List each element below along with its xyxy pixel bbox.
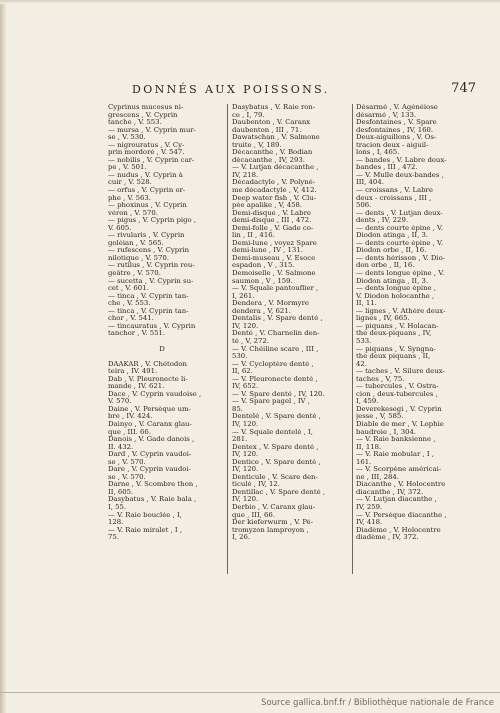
index-entry: lignes , IV, 665.	[356, 315, 410, 323]
index-entry: V. 570.	[108, 398, 132, 406]
index-entry: — V. Raie bouclée , I,	[108, 511, 182, 519]
index-entry: Dainyo , V. Caranx glau-	[108, 420, 192, 428]
index-column-2	[232, 104, 350, 542]
index-entry: Dace , V. Cyprin vaudoise ,	[108, 390, 202, 398]
index-entry: chor , V. 541.	[108, 315, 154, 323]
index-entry: — taches , V. Silure deux-	[356, 368, 445, 376]
index-entry: phe , V. 563.	[108, 194, 151, 202]
index-entry: tanche , V. 553.	[108, 119, 162, 127]
index-entry: — lignes , V. Athère deux-	[356, 307, 446, 315]
index-entry: dendera , V, 621.	[232, 307, 291, 315]
index-entry: se , V. 530.	[108, 134, 146, 142]
index-entry: Décacanthe , V. Bodian	[232, 149, 313, 157]
index-entry: DAAKAR , V. Chétodon	[108, 360, 187, 368]
index-entry: the deux piquans , II,	[356, 353, 431, 361]
index-entry: IV, 120.	[232, 451, 259, 459]
index-entry: Demi-museau , V. Esoce	[232, 254, 316, 262]
index-entry: Diacanthe , V. Holocentre	[356, 481, 446, 489]
column-divider	[227, 104, 228, 574]
index-entry: — V. Cycloptère denté ,	[232, 360, 314, 368]
index-entry: cuir , V. 528.	[108, 179, 152, 187]
index-entry: Daubenton , V. Caranx	[232, 119, 311, 127]
index-entry: the deux-piquans , IV,	[356, 330, 432, 338]
index-entry: cet , V. 601.	[108, 285, 149, 293]
index-entry: II, 118.	[356, 443, 382, 451]
index-entry: IV, 120.	[232, 420, 259, 428]
index-entry: demi-disque , III , 472.	[232, 217, 312, 225]
index-entry: II, 11.	[356, 300, 377, 308]
index-entry: 42.	[356, 360, 367, 368]
index-entry: II. 432.	[108, 443, 134, 451]
index-entry: Dasybatus , V. Raie ron-	[232, 104, 316, 111]
index-entry: — dents , V. Lutjan deux-	[356, 209, 443, 217]
index-entry: III, 404.	[356, 179, 384, 187]
index-entry: 75.	[108, 534, 119, 542]
index-entry: Darne , V. Scombre thon ,	[108, 481, 198, 489]
index-entry: goléian , V. 565.	[108, 239, 164, 247]
index-entry: 533.	[356, 337, 372, 345]
index-entry: lin , II , 416.	[232, 232, 275, 240]
index-entry: dents , IV, 229.	[356, 217, 409, 225]
index-entry: I, 261.	[232, 292, 255, 300]
index-entry: — nigrouratus , V. Cy-	[108, 141, 185, 149]
index-entry: — mursa , V. Cyprin mur-	[108, 126, 197, 134]
index-entry: Dentalis , V. Spare denté ,	[232, 315, 323, 323]
index-entry: truite , V, 189.	[232, 141, 282, 149]
index-entry: Derbio , V. Caranx glau-	[232, 503, 316, 511]
index-entry: V. Diodon holocanthe ,	[356, 292, 435, 300]
index-entry: 506.	[356, 202, 372, 210]
index-entry: Dentice , V. Spare denté ,	[232, 458, 321, 466]
index-entry: mande , IV. 621.	[108, 383, 165, 391]
index-entry: IV, 418.	[356, 519, 383, 527]
index-entry: — orfus , V. Cyprin or-	[108, 187, 186, 195]
index-entry: — V. Pleuronecte denté ,	[232, 375, 318, 383]
index-entry: pée apalike , V, 458.	[232, 202, 303, 210]
index-entry: — V. Lutjan diacanthe ,	[356, 496, 437, 504]
page-number: 747	[451, 81, 476, 96]
index-entry: IV, 120.	[232, 466, 259, 474]
running-title: DONNÉS AUX POISSONS.	[132, 83, 330, 96]
index-entry: véron , V. 570.	[108, 209, 158, 217]
index-entry: tracion deux - aiguil-	[356, 141, 429, 149]
index-entry: — rufescens , V. Cyprin	[108, 247, 190, 255]
index-entry: taches , V, 75.	[356, 375, 405, 383]
index-entry: — V. Scorpène américai-	[356, 466, 442, 474]
index-entry: Diodon orbe , II, 16.	[356, 247, 427, 255]
index-entry: — rutilus , V. Cyprin rou-	[108, 262, 195, 270]
index-entry: ce , I, 79.	[232, 111, 265, 119]
index-entry: — V. Persèque diacanthe ,	[356, 511, 447, 519]
index-entry: demi-lune , IV , 131.	[232, 247, 303, 255]
index-entry: — tinca , V. Cyprin tan-	[108, 307, 189, 315]
index-entry: — tinca , V. Cyprin tan-	[108, 292, 189, 300]
index-entry: me décadactyle , V, 412.	[232, 187, 317, 195]
index-entry: jesse , V, 585.	[356, 413, 404, 421]
index-entry: Diable de mer , V. Lophie	[356, 420, 444, 428]
index-entry: — pigus , V. Cyprin pigo ,	[108, 217, 197, 225]
index-entry: II, 605.	[108, 488, 134, 496]
index-entry: Desfontaines , V. Spare	[356, 119, 437, 127]
index-entry: nilotique , V. 570.	[108, 254, 169, 262]
index-entry: — V. Raie banksienne ,	[356, 436, 436, 444]
index-entry	[108, 338, 226, 346]
index-entry: baudroie , I, 304.	[356, 428, 417, 436]
index-entry: tromyzon lamproyon ,	[232, 526, 309, 534]
index-entry: — phoxinus , V. Cyprin	[108, 202, 187, 210]
index-entry: Dendera , V. Mormyre	[232, 300, 309, 308]
index-entry: — V. Mulle deux-bandes ,	[356, 171, 444, 179]
index-entry: daubenton , III , 71.	[232, 126, 302, 134]
index-entry: — V. Squale dentelé , I,	[232, 428, 313, 436]
index-entry: Diodon atinga , II, 3.	[356, 232, 429, 240]
index-entry: Demoiselle , V. Salmone	[232, 270, 316, 278]
index-entry: — bandes , V. Labre deux-	[356, 156, 447, 164]
page-edge-top	[0, 0, 500, 4]
source-credit: Source gallica.bnf.fr / Bibliothèque nationale de France	[261, 698, 494, 708]
index-entry: I, 26.	[232, 534, 251, 542]
index-entry: — dents courte épine , V.	[356, 239, 444, 247]
index-entry	[108, 353, 226, 361]
index-entry: Deux-aiguillons , V. Os-	[356, 134, 437, 142]
index-entry: saumon , V , 159.	[232, 277, 293, 285]
index-entry: Diodon atinga , II, 3.	[356, 277, 429, 285]
index-entry: Der kieferwurm , V. Pé-	[232, 519, 314, 527]
index-entry: IV, 120.	[232, 496, 259, 504]
index-entry: don orbe , II, 16.	[356, 262, 415, 270]
index-entry: — dents courte épine , V.	[356, 224, 444, 232]
index-entry: — V. Raie mobular , I ,	[356, 451, 434, 459]
index-entry: Dasybatus , V. Raie bala ,	[108, 496, 197, 504]
section-letter: D	[159, 345, 165, 353]
index-entry: — croissans , V. Labre	[356, 187, 433, 195]
index-entry: — piquans , V. Holacan-	[356, 322, 439, 330]
index-entry: Dard , V. Cyprin vaudoi-	[108, 451, 192, 459]
index-entry: grescens , V. Cyprin	[108, 111, 178, 119]
index-entry: bandes , III , 472.	[356, 164, 418, 172]
index-entry: diacanthe , IV, 372.	[356, 488, 424, 496]
index-entry: Deep water fish , V. Clu-	[232, 194, 317, 202]
index-entry: — V. Spare pagel , IV ,	[232, 398, 310, 406]
index-entry: Dare , V. Cyprin vaudoi-	[108, 466, 191, 474]
index-entry: Diadème , V. Holocentre	[356, 526, 441, 534]
column-divider	[352, 104, 353, 574]
index-entry: — sucetta , V. Cyprin su-	[108, 277, 194, 285]
index-entry: — rivularis , V. Cyprin	[108, 232, 185, 240]
index-column-3	[356, 104, 474, 542]
index-entry: Daine , V. Persèque um-	[108, 405, 191, 413]
index-entry: lons , I, 465.	[356, 149, 400, 157]
index-entry: que , III, 66.	[232, 511, 276, 519]
index-entry: pe , V. 501.	[108, 164, 147, 172]
index-entry: Dentelé , V. Spare denté ,	[232, 413, 321, 421]
index-entry: — piquans , V. Syngna-	[356, 345, 436, 353]
index-entry: Denté , V. Charnelin den-	[232, 330, 320, 338]
index-entry: tanchor , V. 551.	[108, 330, 166, 338]
index-entry: Dentex , V. Spare denté ,	[232, 443, 319, 451]
index-entry: teira , IV. 491.	[108, 368, 158, 376]
index-entry: diadème , IV, 372.	[356, 534, 419, 542]
index-entry: Demi-folle , V. Gade co-	[232, 224, 314, 232]
index-entry: 128.	[108, 519, 124, 527]
index-entry: prin mordoré , V. 547.	[108, 149, 185, 157]
index-entry: se , V. 570.	[108, 473, 146, 481]
index-entry: geâtre , V. 570.	[108, 270, 161, 278]
index-entry: que , III. 66.	[108, 428, 152, 436]
index-entry: ticulé , IV, 12.	[232, 481, 280, 489]
index-entry: bre , IV. 424.	[108, 413, 153, 421]
index-entry: — tubercules , V. Ostra-	[356, 383, 439, 391]
index-entry: désarmé , V, 133.	[356, 111, 417, 119]
index-entry: 85.	[232, 405, 243, 413]
index-entry: Dawatschan , V. Salmone	[232, 134, 320, 142]
index-entry: Dentillac , V. Spare denté ,	[232, 488, 326, 496]
index-entry: Deverekesegi , V. Cyprin	[356, 405, 442, 413]
index-entry: 161.	[356, 458, 372, 466]
footer-divider	[0, 692, 500, 693]
index-entry: se , V. 570.	[108, 458, 146, 466]
index-entry: Décadactyle , V. Polyné-	[232, 179, 316, 187]
index-entry: — nobilis , V. Cyprin car-	[108, 156, 195, 164]
index-column-1	[108, 104, 226, 542]
index-entry: Demi-disque , V. Labre	[232, 209, 311, 217]
index-entry: Dab , V. Pleuronecte li-	[108, 375, 188, 383]
page-header	[108, 83, 476, 99]
index-entry: décacanthe , IV, 293.	[232, 156, 305, 164]
index-entry: desfontaines , IV, 160.	[356, 126, 434, 134]
index-entry: Danois , V. Gade danois ,	[108, 436, 195, 444]
index-entry: Cyprinus mucosus ni-	[108, 104, 184, 111]
index-entry: Denticule , V. Scare den-	[232, 473, 318, 481]
index-entry: che , V. 553.	[108, 300, 151, 308]
index-entry: IV, 218.	[232, 171, 259, 179]
index-entry: — V. Chéiline scare , III ,	[232, 345, 319, 353]
index-entry: I, 55.	[108, 503, 127, 511]
index-entry: — V. Raie miralet , I ,	[108, 526, 183, 534]
index-entry: — nudus , V. Cyprin à	[108, 171, 183, 179]
index-entry: — dents hérisson , V. Dio-	[356, 254, 446, 262]
index-entry: cion , deux-tubercules ,	[356, 390, 438, 398]
page-edge	[0, 0, 6, 713]
index-entry: V. 605.	[108, 224, 132, 232]
index-entry: — V. Spare denté , IV, 120.	[232, 390, 325, 398]
index-entry: espadon , V , 315.	[232, 262, 295, 270]
index-entry: IV, 259.	[356, 503, 383, 511]
index-entry: I, 459.	[356, 398, 379, 406]
index-entry: 530.	[232, 353, 248, 361]
index-entry: — dents longue épine , V.	[356, 270, 445, 278]
index-entry: — V. Lutjan décacanthe ,	[232, 164, 319, 172]
index-entry: 281.	[232, 436, 248, 444]
index-entry: — dents longue épine ,	[356, 285, 436, 293]
index-entry: deux - croissans , III ,	[356, 194, 432, 202]
index-entry: II, 62.	[232, 368, 253, 376]
index-entry: Demi-lune , voyez Spare	[232, 239, 317, 247]
index-entry: IV, 652.	[232, 383, 259, 391]
index-entry: — V. Squale pantouflier ,	[232, 285, 319, 293]
index-entry: ne , III, 284.	[356, 473, 399, 481]
index-entry: IV, 120.	[232, 322, 259, 330]
index-entry: té , V, 272.	[232, 337, 269, 345]
index-entry: — tincauratus , V. Cyprin	[108, 322, 196, 330]
index-entry: Désarmé , V. Agénéiose	[356, 104, 438, 111]
